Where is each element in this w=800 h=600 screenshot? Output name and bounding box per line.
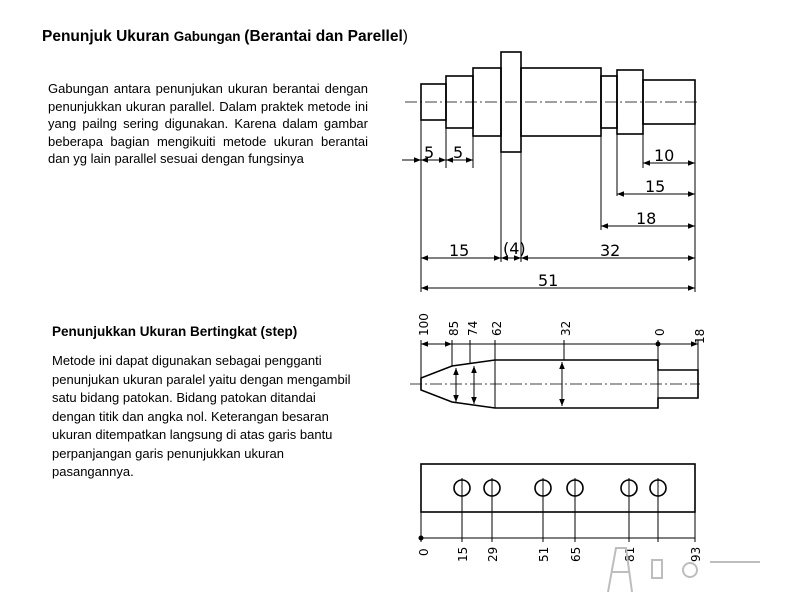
dim-4: (4)	[503, 239, 526, 258]
title-part-4: )	[402, 28, 408, 45]
dim-15: 15	[449, 241, 470, 260]
step-section-title: Penunjukkan Ukuran Bertingkat (step)	[52, 324, 298, 339]
step-shaft-drawing	[410, 340, 700, 408]
bar-holes	[454, 480, 666, 496]
bar-dim-81: 81	[623, 546, 637, 562]
dim-32: 32	[600, 241, 621, 260]
bar-dim-51: 51	[537, 546, 551, 562]
bar-dim-65: 65	[569, 546, 583, 562]
bar-dim-29: 29	[486, 546, 500, 562]
step-dim-18: 18	[693, 328, 707, 344]
step-dim-100: 100	[417, 313, 431, 336]
title-part-1: Penunjuk Ukuran	[42, 28, 174, 45]
dim-15-right: 15	[645, 177, 666, 196]
step-dim-0: 0	[653, 328, 667, 336]
step-dim-74: 74	[466, 320, 480, 336]
bar-dim-0: 0	[417, 548, 431, 556]
bar-dim-15: 15	[456, 546, 470, 562]
title-part-3: (Berantai dan Parellel	[244, 28, 403, 45]
dim-5b: 5	[453, 143, 464, 162]
step-dim-32: 32	[559, 320, 573, 336]
bar-dim-93: 93	[689, 546, 703, 562]
step-description: Metode ini dapat digunakan sebagai pengganti penunjukan ukuran paralel yaitu dengan mengambil satu bidang patokan. Bidang patokan ditandai dengan titik dan angka nol. Keterangan besaran ukuran ditempatkan langsung di atas garis bantu perpanjangan garis penunjukkan ukuran pasangannya.	[52, 353, 351, 479]
shaft-dimension-labels	[424, 143, 674, 290]
dim-51: 51	[538, 271, 559, 290]
dim-18: 18	[636, 209, 657, 228]
dim-5a: 5	[424, 143, 435, 162]
bar-with-holes-drawing	[419, 464, 696, 542]
step-dim-85: 85	[447, 320, 461, 336]
title-part-2: Gabungan	[173, 29, 245, 44]
chain-parallel-description: Gabungan antara penunjukan ukuran berantai dengan penunjukkan ukuran parallel. Dalam praktek metode ini yang pailng sering digunakan. Karena dalam gambar beberapa bagian mengikuiti metode ukuran berantai dan yg lain parallel sesuai dengan fungsinya	[48, 81, 368, 166]
shaft-drawing	[402, 52, 700, 292]
step-dimension-labels	[417, 313, 707, 344]
dim-10: 10	[654, 146, 675, 165]
step-dim-62: 62	[490, 320, 504, 336]
